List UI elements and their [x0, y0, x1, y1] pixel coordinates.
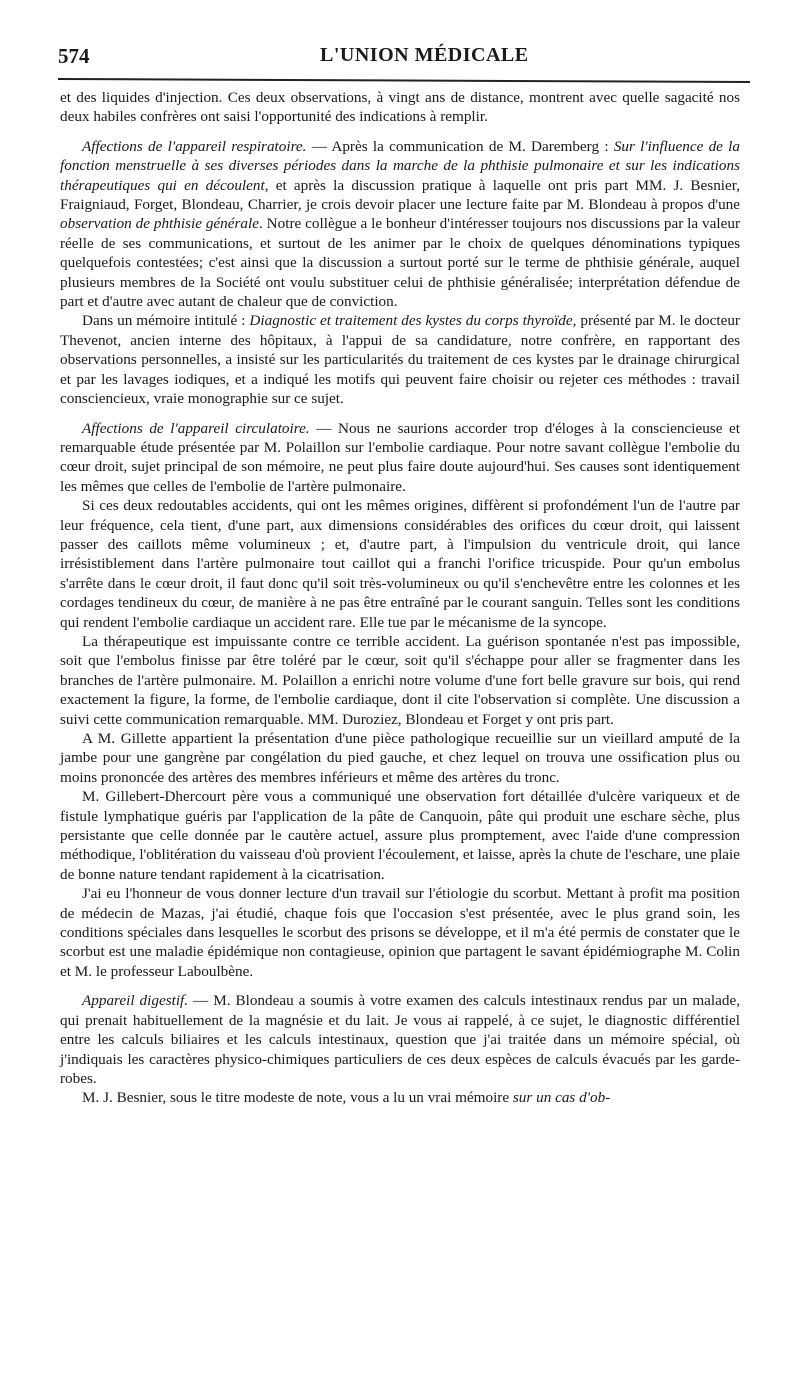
body-text: [60, 88, 740, 1108]
paragraph-2-text-3: . Notre collègue a le bonheur d'intéresser toujours nos discussions par la valeur réelle de ses communications, et surtout de les animer par le choix de quelques dénominations typiques quelquefois contestées; c'est ainsi que la discussion a surtout porté sur le terme de phthisie générale, auquel plusieurs membres de la Société ont voulu substituer celui de phthisie généralisée; interprétation défendue de part et d'autre avec autant de chaleur que de conviction.: [60, 215, 740, 311]
paragraph-3-text-2: , présenté par M. le docteur Thevenot, ancien interne des hôpitaux, à l'appui de sa candidature, notre confrère, en rapportant des observations personnelles, a insisté sur les particularités du traitement de ces kystes par le drainage chirurgical et par les lavages iodiques, et a indiqué les motifs qui peuvent faire choisir ou rejeter ces méthodes : travail consciencieux, vraie monographie sur ce sujet.: [60, 312, 740, 408]
paragraph-11-italic-1: sur un cas d'ob-: [512, 1089, 611, 1107]
paragraph-gillette: [60, 729, 740, 787]
paragraph-11-text-1: M. J. Besnier, sous le titre modeste de note, vous a lu un vrai mémoire: [82, 1089, 513, 1107]
page-number: 574: [58, 44, 90, 68]
paragraph-1-text: et des liquides d'injection. Ces deux observations, à vingt ans de distance, montrent avec quelle sagacité nos deux habiles confrères ont saisi l'opportunité des indications à remplir.: [60, 89, 740, 126]
paragraph-3-text-1: Dans un mémoire intitulé :: [82, 312, 250, 330]
paragraph-2-italic-2: observation de phthisie générale: [60, 215, 259, 233]
paragraph-7-text: A M. Gillette appartient la présentation d'une pièce pathologique recueillie sur un vieillard amputé de la jambe pour une gangrène par congélation du pied gauche, et chez lequel on trouva une ossification plus ou moins prononcée des artères des membres inférieurs et même des artères du tronc.: [60, 730, 740, 786]
paragraph-2-text-1: — Après la communication de M. Daremberg :: [306, 137, 614, 155]
section-heading-digestif: Appareil digestif.: [82, 992, 189, 1010]
paragraph-9-text: J'ai eu l'honneur de vous donner lecture d'un travail sur l'étiologie du scorbut. Mettant à profit ma position de médecin de Mazas, j'ai étudié, chaque fois que l'occasion s'est présentée, avec le plus grand soin, les conditions spéciales dans lesquelles le scorbut des prisons se développe, et il m'a été permis de constater que le scorbut est une maladie épidémique non contagieuse, opinion que partagent le savant épidémiographe M. Colin et M. le professeur Laboulbène.: [60, 885, 740, 980]
paragraph-digestif: [60, 991, 740, 1088]
running-title: L'UNION MÉDICALE: [320, 44, 529, 66]
paragraph-1: [60, 88, 740, 127]
paragraph-5-text: Si ces deux redoutables accidents, qui ont les mêmes origines, diffèrent si profondément l'un de l'autre par leur fréquence, cela tient, d'une part, aux dimensions considérables des orifices du cœur droit, qui laissent passer des caillots même volumineux ; et, d'autre part, à l'impulsion du ventricule droit, qui lance irrésistiblement dans l'artère pulmonaire tout caillot qui a franchi l'orifice tricuspide. Pour qu'un embolus s'arrête dans le cœur droit, il faut donc qu'il soit très-volumineux ou qu'il s'enchevêtre entre les colonnes et les cordages tendineux du cœur, de manière à ne pas être entraîné par le courant sanguin. Telles sont les conditions qui rendent l'embolie cardiaque un accident rare. Elle tue par le mécanisme de la syncope.: [60, 497, 740, 631]
paragraph-besnier: [60, 1088, 740, 1107]
paragraph-therapeutique: [60, 632, 740, 729]
paragraph-8-text: M. Gillebert-Dhercourt père vous a communiqué une observation fort détaillée d'ulcère variqueux et de fistule lymphatique guéris par l'application de la pâte de Canquoin, pâte qui produit une eschare sèche, plus persistante que celle donnée par le cautère actuel, assure plus promptement, avec l'aide d'une compression méthodique, l'oblitération du vaisseau d'où provient l'écoulement, et laisse, après la chute de l'eschare, une plaie de bonne nature tendant rapidement à la cicatrisation.: [60, 788, 740, 883]
paragraph-3-italic-1: Diagnostic et traitement des kystes du corps thyroïde: [249, 312, 573, 330]
paragraph-2-text-2: , et après la discussion pratique à laquelle ont pris part MM. J. Besnier, Fraigniaud, Forget, Blondeau, Charrier, je crois devoir placer une lecture faite par M. Blondeau à propos d'une: [60, 176, 741, 214]
paragraph-6-text: La thérapeutique est impuissante contre ce terrible accident. La guérison spontanée n'est pas impossible, soit que l'embolus finisse par être toléré par le cœur, soit qu'il s'échappe pour aller se fragmenter dans les branches de l'artère pulmonaire. M. Polaillon a enrichi notre volume d'une fort belle gravure sur bois, qui rend exactement la figure, la forme, de l'embolie cardiaque, dont il cite l'observation si complète. Une discussion a suivi cette communication remarquable. MM. Duroziez, Blondeau et Forget y ont pris part.: [60, 632, 740, 728]
paragraph-thyroide: [60, 311, 740, 408]
paragraph-gillebert: [60, 787, 740, 884]
header-rule: [58, 78, 750, 83]
paragraph-4-text: — Nous ne saurions accorder trop d'éloges à la consciencieuse et remarquable étude présentée par M. Polaillon sur l'embolie cardiaque. Pour notre savant collègue l'embolie du cœur droit, sujet principal de son mémoire, ne peut plus faire doute aujourd'hui. Ses causes sont identiquement les mêmes que celles de l'embolie de l'artère pulmonaire.: [60, 419, 741, 495]
paragraph-10-text: — M. Blondeau a soumis à votre examen des calculs intestinaux rendus par un malade, qui prenait habituellement de la magnésie et du lait. Je vous ai rappelé, à ce sujet, le diagnostic différentiel entre les calculs biliaires et les calculs intestinaux, question que j'ai traitée dans un mémoire spécial, où j'indiquais les caractères physico-chimiques particuliers de ces deux espèces de calculs évacués par les garde-robes.: [60, 992, 740, 1087]
paragraph-2-italic-1: Sur l'influence de la fonction menstruelle à ses diverses périodes dans la marche de la phthisie pulmonaire et sur les indications thérapeutiques qui en découlent: [60, 137, 740, 194]
paragraph-respiratoire: [60, 137, 740, 312]
paragraph-scorbut: [60, 884, 740, 981]
section-heading-respiratoire: Affections de l'appareil respiratoire.: [82, 137, 307, 155]
page-header: [58, 42, 740, 72]
paragraph-accidents: [60, 496, 740, 632]
paragraph-circulatoire: [60, 419, 740, 497]
section-heading-circulatoire: Affections de l'appareil circulatoire.: [82, 419, 310, 437]
